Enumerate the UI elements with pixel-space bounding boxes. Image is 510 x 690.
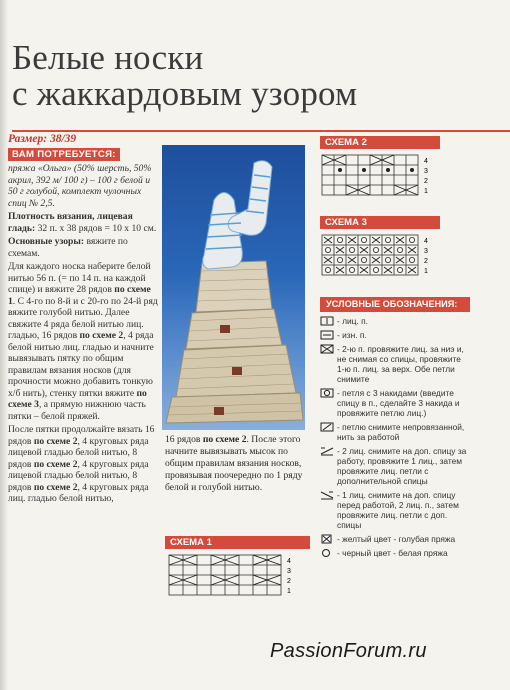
title-line-2: с жаккардовым узором [12,74,358,113]
size-label: Размер: 38/39 [8,133,77,145]
legend-item-cable-front: - 1 лиц. снимите на доп. спицу перед работой, 2 лиц. п., затем провяжите лиц. петли с доп. спицы [320,490,470,530]
socks-photo-illustration [162,145,305,430]
after-scheme-ref-1: по схеме 2 [33,435,78,447]
legend-item-black: - черный цвет - белая пряжа [320,548,470,558]
density-paragraph [8,211,158,234]
scheme-3-grid [320,229,440,279]
toe-instructions [165,434,310,494]
legend [320,297,470,558]
scheme-1-row-2: 2 [287,578,291,585]
scheme-3-row-4: 4 [424,238,428,245]
socks-photo [162,145,305,430]
legend-header: УСЛОВНЫЕ ОБОЗНАЧЕНИЯ: [320,297,470,312]
watermark: PassionForum.ru [270,640,427,662]
scheme-3 [320,216,440,284]
cable-front-icon [320,490,334,500]
after-heel-paragraph [8,424,158,505]
after-scheme-ref-2: по схеме 2 [33,458,78,470]
main-text-a: Для каждого носка наберите белой нитью 56 п. (= по 14 п. на каждой спице) и вяжите 28 рядов [8,261,151,295]
legend-item-yellow: - желтый цвет - голубая пряжа [320,534,470,544]
page-spine-shadow [0,0,8,690]
legend-item-slip: - петлю снимите непровязанной, нить за работой [320,422,470,442]
scheme-1-row-4: 4 [287,558,291,565]
triple-yarn-over-icon [320,388,334,398]
title-divider [12,130,510,132]
scheme-3-row-3: 3 [424,248,428,255]
mid-text-a: 16 рядов [165,434,201,445]
cross-stitch-icon [320,344,334,354]
knit-stitch-icon [320,316,334,326]
title-line-1: Белые носки [12,38,204,77]
main-text-b: . С 4-го по 8-й и с 20-го по 24-й ряд вяжите голубой нитью. Далее свяжите 4 ряда белой нитью лиц. гладью, 16 рядов [8,295,158,341]
mid-text-b: . После этого начните вывязывать мысок по общим правилам вязания носков, провязывая поочередно по 1 ряду белой и голубой нитью. [165,434,303,493]
main-text-c: , 4 ряда белой нитью лиц. гладью и начните вывязывать пятку по общим правилам вязания носков (для прочности можно добавить тонкую х/б нить), стенку пятки вяжите [8,330,154,399]
scheme-1-row-3: 3 [287,568,291,575]
page-title [12,40,357,112]
cable-back-icon [320,446,334,456]
main-scheme-2-ref: по схеме 2 [79,330,124,341]
materials-text: пряжа «Ольга» (50% шерсть, 50% акрил, 392 м/ 100 г) – 100 г белой и 50 г голубой, комплект чулочных спиц № 2,5. [8,163,152,209]
density-text: 32 п. х 38 рядов = 10 х 10 см. [37,222,157,234]
yellow-color-icon [320,534,334,544]
main-scheme-1-ref: по схеме 1 [8,284,151,307]
legend-item-cable-back: - 2 лиц. снимите на доп. спицу за работу, провяжите 1 лиц., затем провяжите лиц. петли с дополнительной спицы [320,446,470,486]
main-paragraph [8,261,158,422]
after-text-b: , 4 круговых ряда лицевой гладью белой нитью, 8 рядов [8,435,149,470]
scheme-2-row-2: 2 [424,178,428,185]
scheme-2-row-4: 4 [424,158,428,165]
purl-stitch-icon [320,330,334,340]
scheme-2 [320,136,440,204]
legend-item-knit: - лиц. п. [320,316,470,326]
materials-header: ВАМ ПОТРЕБУЕТСЯ: [8,148,120,162]
patterns-paragraph [8,236,158,259]
black-color-icon [320,548,334,558]
legend-item-triple-yo: - петля с 3 накидами (введите спицу в п., сделайте 3 накида и провяжите петлю лиц.) [320,388,470,418]
scheme-1 [165,536,310,604]
after-text-a: После пятки продолжайте вязать 16 рядов [8,424,155,447]
instructions-column [8,134,158,505]
scheme-2-grid [320,149,440,199]
after-scheme-ref-3: по схеме 2 [33,481,78,493]
scheme-2-label: СХЕМА 2 [320,136,440,149]
scheme-1-row-1: 1 [287,588,291,595]
after-text-c: , 4 круговых ряда лицевой гладью белой нитью, 8 рядов [8,458,149,493]
slip-stitch-icon [320,422,334,432]
main-scheme-3-ref: по схеме 3 [8,387,147,410]
density-label: Плотность вязания, лицевая гладь: [8,211,133,234]
legend-item-cross-two: - 2-ю п. провяжите лиц. за ниэ и, не снимая со спицы, провяжите 1-ю п. лиц. за верх. Обе петли снимите [320,344,470,384]
main-text-d: , а прямую нижнюю часть пятки – белой пряжей. [8,399,146,422]
scheme-3-row-2: 2 [424,258,428,265]
scheme-2-row-3: 3 [424,168,428,175]
scheme-3-label: СХЕМА 3 [320,216,440,229]
patterns-text: вяжите по схемам. [8,236,128,259]
legend-item-purl: - изн. п. [320,330,470,340]
scheme-3-row-1: 1 [424,268,428,275]
mid-scheme-2-ref: по схеме 2 [202,434,247,445]
scheme-1-grid [165,549,310,599]
patterns-label: Основные узоры: [8,236,85,247]
scheme-1-label: СХЕМА 1 [165,536,310,549]
after-text-d: , 4 круговых ряда лиц. гладью белой нитью, [8,481,149,504]
scheme-2-row-1: 1 [424,188,428,195]
